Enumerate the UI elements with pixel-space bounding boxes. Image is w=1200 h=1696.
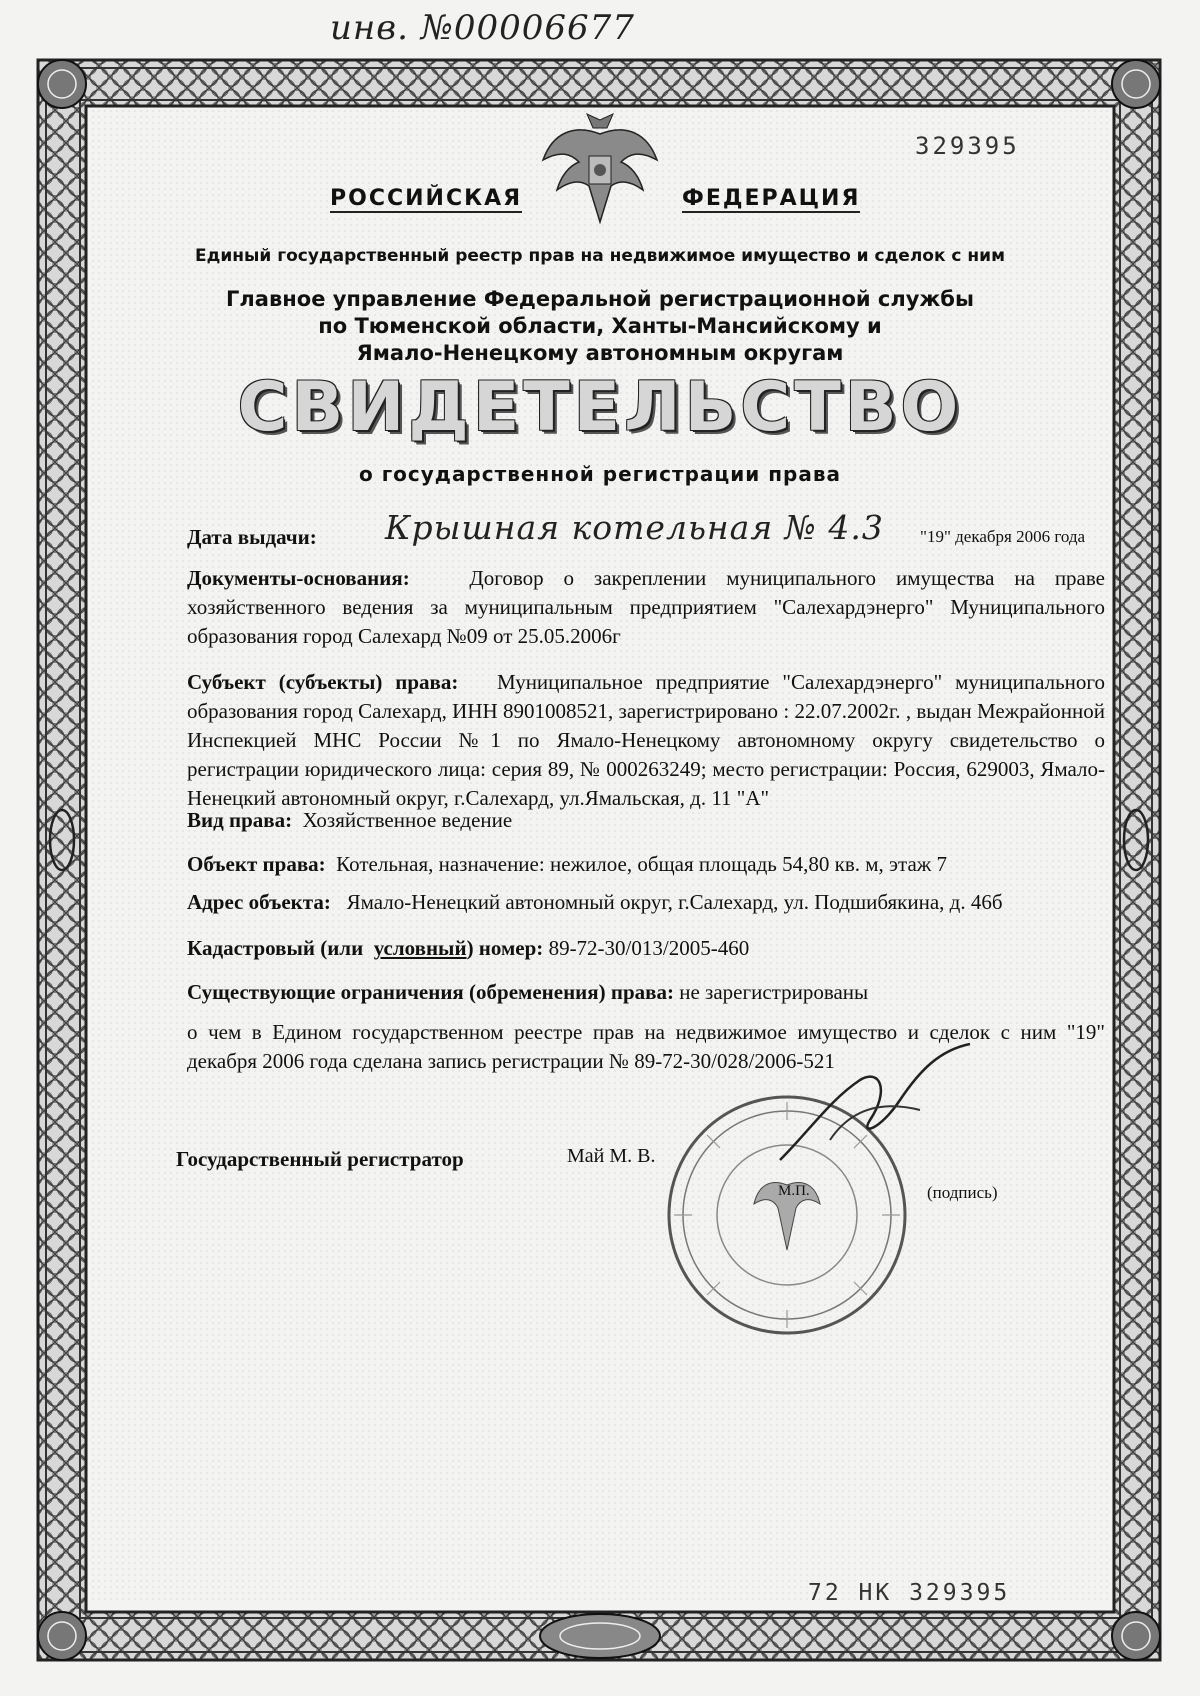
- inventory-note: инв. №00006677: [330, 8, 635, 48]
- coat-of-arms-icon: [535, 110, 665, 230]
- rights-subject-label: Субъект (субъекты) права:: [187, 670, 459, 694]
- cadastral-label-a: Кадастровый (или: [187, 936, 364, 960]
- stamp-place-mark: М.П.: [778, 1183, 810, 1199]
- cadastral-label-c: ) номер:: [466, 936, 544, 960]
- registry-title: Единый государственный реестр прав на недвижимое имущество и сделок с ним: [195, 246, 1005, 266]
- country-left: РОССИЙСКАЯ: [330, 186, 523, 211]
- document-title: СВИДЕТЕЛЬСТВО: [237, 368, 963, 447]
- right-type-value: Хозяйственное ведение: [302, 808, 513, 832]
- object-address-value: Ямало-Ненецкий автономный округ, г.Салехард, ул. Подшибякина, д. 46б: [346, 890, 1003, 914]
- serial-number-bottom: 72 НК 329395: [808, 1580, 1011, 1606]
- object-address: [187, 888, 1105, 917]
- object-address-label: Адрес объекта:: [187, 890, 331, 914]
- country-right: ФЕДЕРАЦИЯ: [682, 186, 861, 211]
- agency-line-1: Главное управление Федеральной регистрационной службы: [226, 287, 974, 311]
- encumbrances: [187, 978, 1105, 1007]
- agency-line-2: по Тюменской области, Ханты-Мансийскому и: [318, 314, 882, 338]
- rights-subject: [187, 668, 1105, 813]
- right-object-label: Объект права:: [187, 852, 326, 876]
- registrar-name: Май М. В.: [567, 1145, 656, 1167]
- encumbrances-label: Существующие ограничения (обременения) права:: [187, 980, 674, 1004]
- cadastral-value: 89-72-30/013/2005-460: [548, 936, 750, 960]
- documents-basis: [187, 564, 1105, 651]
- registrar-role: Государственный регистратор: [176, 1147, 464, 1171]
- registration-record: о чем в Едином государственном реестре прав на недвижимое имущество и сделок с ним "19" декабря 2006 года сделана запись регистрации № 89-72-30/028/2006-521: [187, 1020, 1105, 1073]
- issue-date-value: "19" декабря 2006 года: [920, 527, 1086, 546]
- right-object: [187, 850, 1105, 879]
- signature-label: (подпись): [927, 1183, 998, 1202]
- rights-subject-value: Муниципальное предприятие "Салехардэнерго" муниципального образования город Салехард, ИНН 8901008521, зарегистрировано : 22.07.2002г. , выдан Межрайонной Инспекцией МНС России №1 по Ямало-Ненецкому автономному округу свидетельство о регистрации юридического лица: серия 89, № 000263249; место регистрации: Россия, 629003, Ямало-Ненецкий автономный округ, г.Салехард, ул.Ямальская, д. 11 "А": [187, 670, 1105, 810]
- documents-basis-label: Документы-основания:: [187, 566, 410, 590]
- signature-mark: [770, 1040, 990, 1180]
- handwritten-object-note: Крышная котельная № 4.3: [385, 508, 884, 547]
- right-type: [187, 806, 1105, 835]
- document-subtitle: о государственной регистрации права: [359, 462, 841, 486]
- documents-basis-value: Договор о закреплении муниципального имущества на праве хозяйственного ведения за муниципальным предприятием "Салехардэнерго" Муниципального образования город Салехард №09 от 25.05.2006г: [187, 566, 1105, 648]
- right-object-value: Котельная, назначение: нежилое, общая площадь 54,80 кв. м, этаж 7: [336, 852, 948, 876]
- cadastral-number: [187, 934, 1105, 963]
- agency-line-3: Ямало-Ненецкому автономным округам: [356, 341, 844, 365]
- issue-date-label: Дата выдачи:: [187, 525, 317, 549]
- serial-number-top: 329395: [915, 132, 1020, 160]
- right-type-label: Вид права:: [187, 808, 293, 832]
- encumbrances-value: не зарегистрированы: [679, 980, 869, 1004]
- cadastral-label-b: условный: [373, 936, 467, 960]
